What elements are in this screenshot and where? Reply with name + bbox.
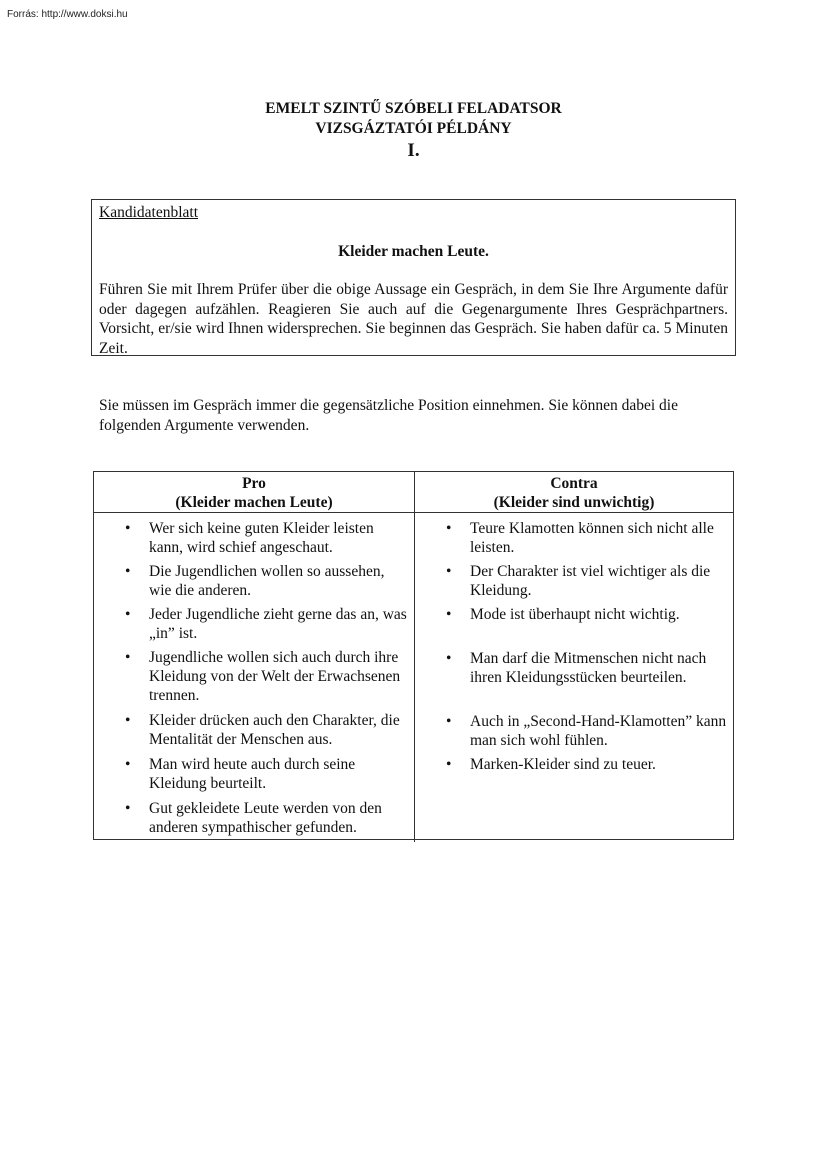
document-title [0, 99, 827, 162]
title-line-1: EMELT SZINTŰ SZÓBELI FELADATSOR [265, 100, 562, 117]
pro-list [94, 513, 414, 837]
contra-argument: • Teure Klamotten können sich nicht alle leisten. [415, 519, 729, 557]
pro-argument: • Kleider drücken auch den Charakter, die Mentalität der Menschen aus. [94, 711, 410, 749]
pro-argument: • Gut gekleidete Leute werden von den anderen sympathischer gefunden. [94, 799, 410, 837]
title-line-2: VIZSGÁZTATÓI PÉLDÁNY [315, 120, 512, 137]
pro-argument: • Die Jugendlichen wollen so aussehen, wie die anderen. [94, 562, 410, 600]
title-number: I. [407, 140, 420, 161]
arguments-table [93, 471, 734, 840]
intro-paragraph: Sie müssen im Gespräch immer die gegensätzliche Position einnehmen. Sie können dabei die folgenden Argumente verwenden. [99, 397, 678, 434]
pro-column [94, 513, 414, 842]
table-header-row [94, 472, 733, 513]
contra-argument: • Der Charakter ist viel wichtiger als die Kleidung. [415, 562, 729, 600]
table-body-row [94, 513, 733, 842]
contra-argument: • Marken-Kleider sind zu teuer. [415, 755, 729, 774]
pro-subtitle: (Kleider machen Leute) [175, 494, 333, 511]
source-link: Forrás: http://www.doksi.hu [7, 9, 128, 20]
contra-list [415, 513, 733, 774]
pro-argument: • Jeder Jugendliche zieht gerne das an, was „in” ist. [94, 605, 410, 643]
pro-argument: • Jugendliche wollen sich auch durch ihre Kleidung von der Welt der Erwachsenen trennen. [94, 648, 410, 705]
contra-title: Contra [550, 475, 598, 492]
task-heading: Kleider machen Leute. [338, 242, 489, 260]
contra-argument: • Mode ist überhaupt nicht wichtig. [415, 605, 729, 624]
kandidatenblatt-box [91, 199, 736, 356]
contra-subtitle: (Kleider sind unwichtig) [493, 494, 655, 511]
pro-argument: • Wer sich keine guten Kleider leisten kann, wird schief angeschaut. [94, 519, 410, 557]
pro-title: Pro [242, 475, 266, 492]
contra-argument: • Man darf die Mitmenschen nicht nach ihren Kleidungsstücken beurteilen. [415, 649, 729, 687]
contra-argument: • Auch in „Second-Hand-Klamotten” kann man sich wohl fühlen. [415, 712, 729, 750]
contra-column [414, 513, 733, 842]
contra-header [414, 472, 733, 512]
pro-header [94, 472, 414, 512]
task-text: Führen Sie mit Ihrem Prüfer über die obige Aussage ein Gespräch, in dem Sie Ihre Argumente dafür oder dagegen aufzählen. Reagieren Sie auch auf die Gegenargumente Ihres Gesprächpartners. Vorsicht, er/sie wird Ihnen widersprechen. Sie beginnen das Gespräch. Sie haben dafür ca. 5 Minuten Zeit. [99, 281, 728, 357]
kandidatenblatt-label: Kandidatenblatt [99, 204, 198, 221]
pro-argument: • Man wird heute auch durch seine Kleidung beurteilt. [94, 755, 410, 793]
